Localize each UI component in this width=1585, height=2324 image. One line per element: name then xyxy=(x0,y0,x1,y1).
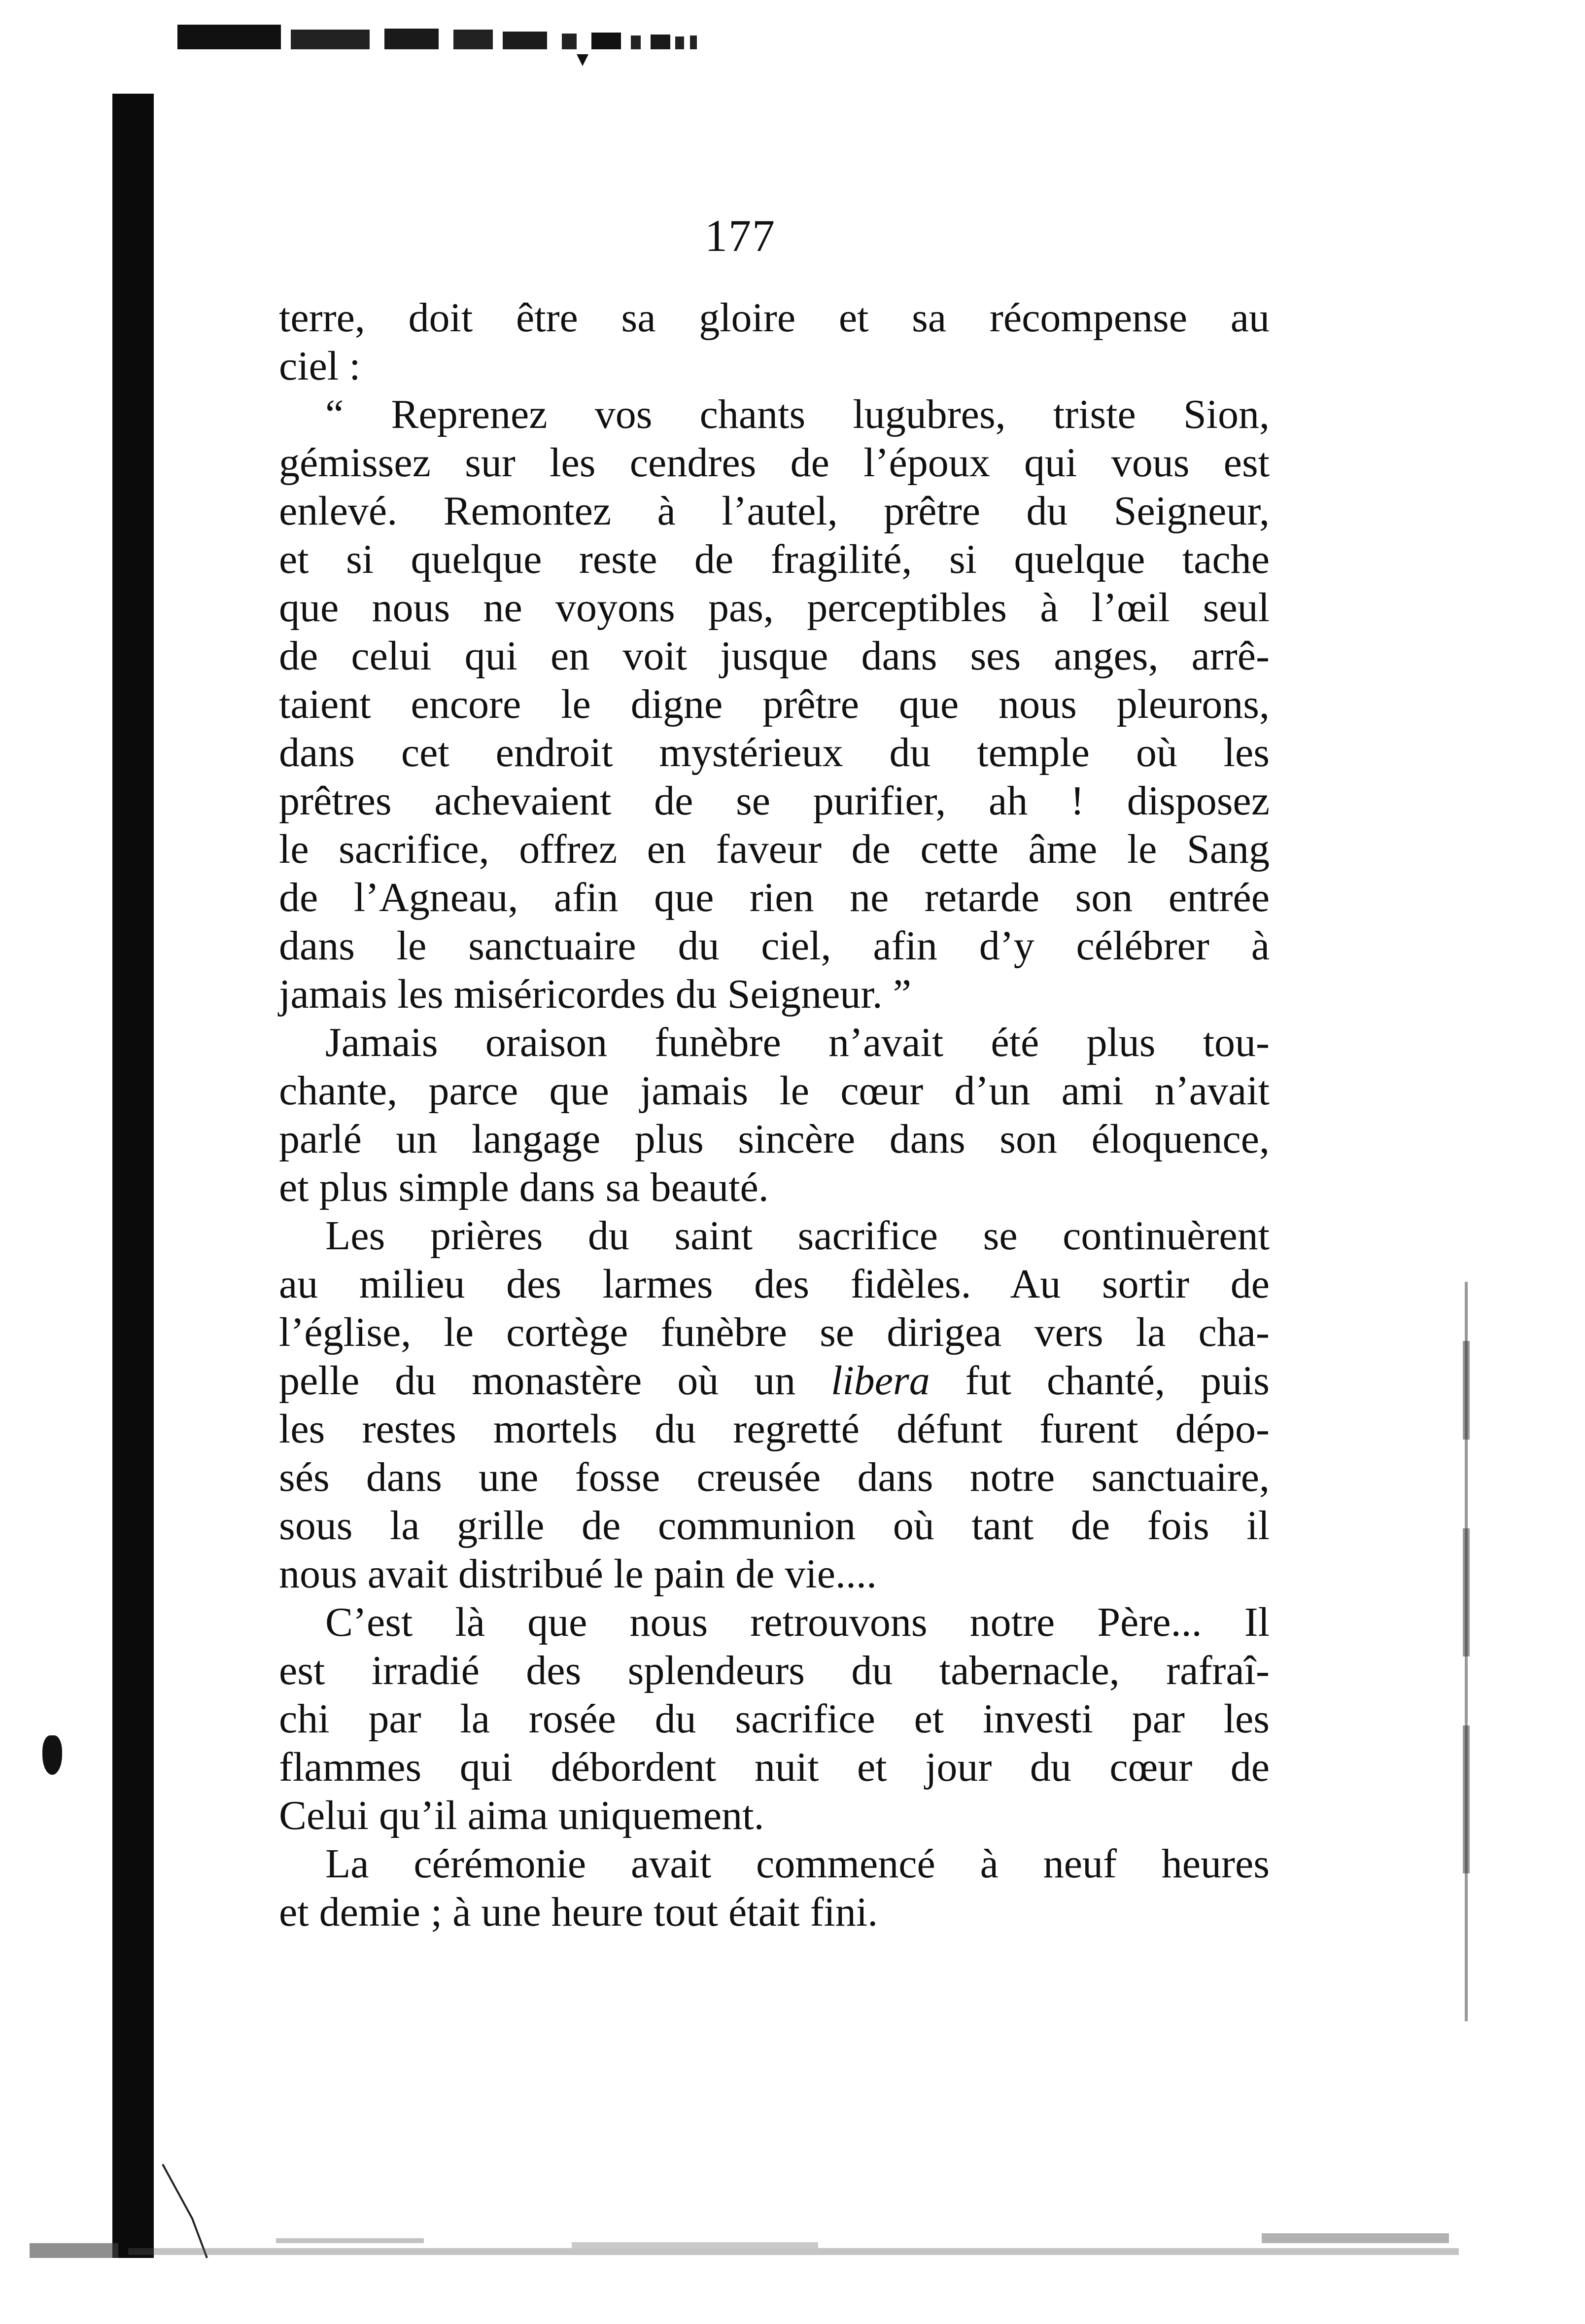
text-line: les restes mortels du regretté défunt furent dépo- xyxy=(279,1406,1270,1452)
text-line: chi par la rosée du sacrifice et investi par les xyxy=(279,1696,1270,1742)
quote-line: que nous ne voyons pas, perceptibles à l’œil seul xyxy=(279,585,1270,631)
quote-line: le sacrifice, offrez en faveur de cette âme le Sang xyxy=(279,826,1270,872)
text-line: et demie ; à une heure tout était fini. xyxy=(279,1889,878,1935)
text-line: Celui qu’il aima uniquement. xyxy=(279,1793,764,1838)
quote-line: prêtres achevaient de se purifier, ah ! disposez xyxy=(279,778,1270,824)
text-line: nous avait distribué le pain de vie.... xyxy=(279,1551,877,1597)
text-line: Les prières du saint sacrifice se continuèrent xyxy=(325,1213,1270,1259)
text-line: C’est là que nous retrouvons notre Père... Il xyxy=(325,1599,1270,1645)
italic-term: libera xyxy=(831,1358,930,1404)
quote-line: gémissez sur les cendres de l’époux qui vous est xyxy=(279,440,1270,486)
ink-blot xyxy=(42,1735,62,1775)
text-line: est irradié des splendeurs du tabernacle, rafraî- xyxy=(279,1648,1270,1693)
body-text xyxy=(279,294,1270,1937)
quote-line: taient encore le digne prêtre que nous pleurons, xyxy=(279,681,1270,727)
text-line: Jamais oraison funèbre n’avait été plus tou- xyxy=(325,1020,1270,1065)
text-line: flammes qui débordent nuit et jour du cœur de xyxy=(279,1744,1270,1790)
quote-line: enlevé. Remontez à l’autel, prêtre du Seigneur, xyxy=(279,488,1270,534)
text-line: au milieu des larmes des fidèles. Au sortir de xyxy=(279,1261,1270,1307)
text-line: et plus simple dans sa beauté. xyxy=(279,1164,769,1210)
quote-line: de l’Agneau, afin que rien ne retarde son entrée xyxy=(279,875,1270,920)
quote-line: de celui qui en voit jusque dans ses anges, arrê- xyxy=(279,633,1270,679)
text-segment: pelle du monastère où un xyxy=(279,1358,796,1404)
text-line: parlé un langage plus sincère dans son éloquence, xyxy=(279,1116,1270,1162)
text-line: La cérémonie avait commencé à neuf heures xyxy=(325,1841,1270,1887)
text-line: l’église, le cortège funèbre se dirigea vers la cha- xyxy=(279,1309,1270,1355)
binding-shadow xyxy=(112,94,154,2258)
text-segment: fut chanté, puis xyxy=(965,1358,1270,1404)
scan-smudge-top xyxy=(177,15,818,74)
scan-noise-bottom xyxy=(30,2159,1459,2288)
text-line: terre, doit être sa gloire et sa récompense au xyxy=(279,295,1270,341)
text-line: ciel : xyxy=(279,343,361,389)
quote-line: jamais les miséricordes du Seigneur. ” xyxy=(279,971,912,1017)
quote-line: et si quelque reste de fragilité, si quelque tache xyxy=(279,536,1270,582)
text-line: sés dans une fosse creusée dans notre sanctuaire, xyxy=(279,1454,1270,1500)
quote-line: dans le sanctuaire du ciel, afin d’y célébrer à xyxy=(279,923,1270,969)
quote-line: “ Reprenez vos chants lugubres, triste Sion, xyxy=(325,391,1270,437)
scan-edge-right xyxy=(1459,1282,1474,2021)
quote-line: dans cet endroit mystérieux du temple où les xyxy=(279,730,1270,775)
page-number: 177 xyxy=(705,211,776,261)
text-line: chante, parce que jamais le cœur d’un ami n’avait xyxy=(279,1068,1270,1114)
text-line: sous la grille de communion où tant de fois il xyxy=(279,1503,1270,1549)
text-line xyxy=(279,1357,1270,1405)
